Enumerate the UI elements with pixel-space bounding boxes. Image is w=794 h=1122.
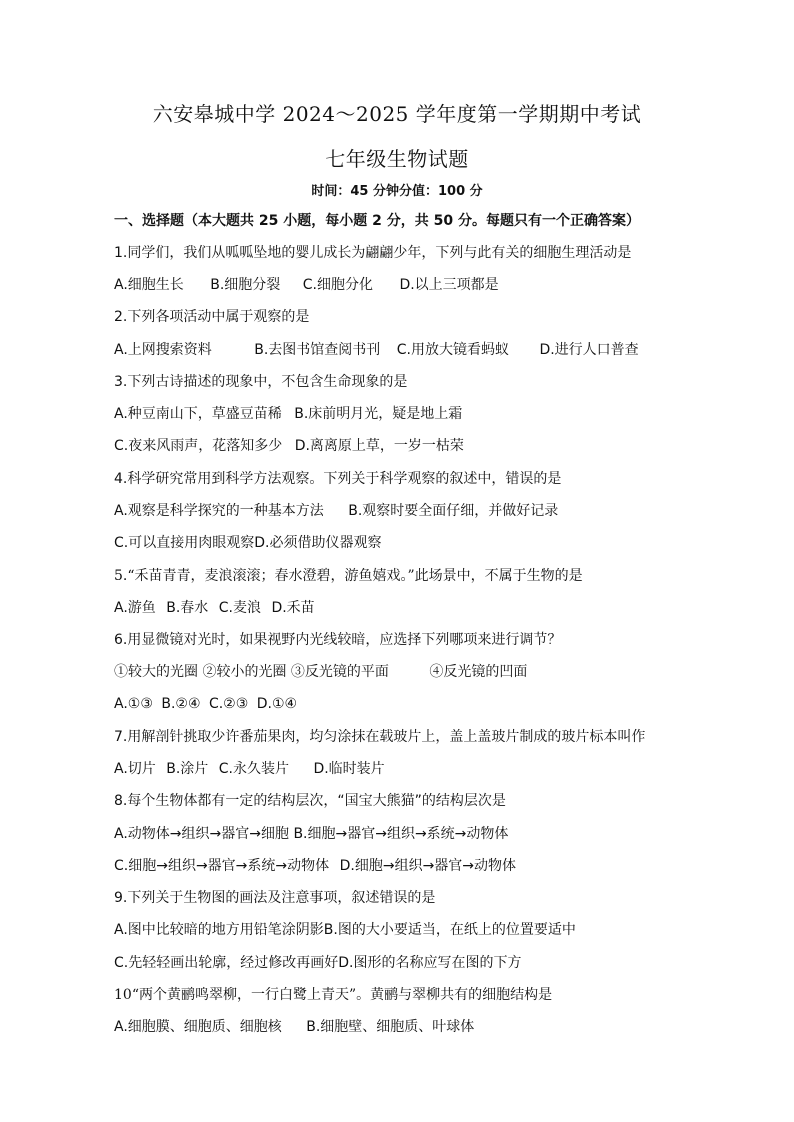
q2-option-a: A.上网搜索资料 bbox=[114, 342, 212, 358]
q9-option-c: C.先轻轻画出轮廓，经过修改再画好 bbox=[114, 955, 339, 971]
q3-option-a: A.种豆南山下，草盛豆苗稀 bbox=[114, 406, 282, 422]
q7-option-a: A.切片 bbox=[114, 761, 156, 777]
q10-option-a: A.细胞膜、细胞质、细胞核 bbox=[114, 1019, 282, 1035]
q6-option-d: D.①④ bbox=[256, 696, 298, 712]
question-1-options bbox=[114, 275, 499, 295]
question-3-stem: 3.下列古诗描述的现象中，不包含生命现象的是 bbox=[114, 374, 408, 390]
question-2-stem: 2.下列各项活动中属于观察的是 bbox=[114, 309, 310, 325]
question-7-options bbox=[114, 759, 385, 779]
q8-option-a: A.动物体→组织→器官→细胞 bbox=[114, 826, 289, 842]
question-4-options-cd bbox=[114, 533, 381, 553]
question-8-stem: 8.每个生物体都有一定的结构层次，“国宝大熊猫”的结构层次是 bbox=[114, 793, 506, 809]
q1-option-d: D.以上三项都是 bbox=[399, 277, 499, 293]
q2-option-d: D.进行人口普查 bbox=[539, 342, 639, 358]
question-8-options-ab bbox=[114, 824, 508, 844]
q3-option-c: C.夜来风雨声，花落知多少 bbox=[114, 438, 283, 454]
question-6-stem: 6.用显微镜对光时，如果视野内光线较暗，应选择下列哪项来进行调节？ bbox=[114, 632, 562, 648]
question-8-options-cd bbox=[114, 856, 516, 876]
question-9-options-ab bbox=[114, 920, 576, 940]
q7-option-c: C.永久装片 bbox=[218, 761, 289, 777]
q6-item-4: ④反光镜的凹面 bbox=[429, 664, 528, 680]
question-9-options-cd bbox=[114, 953, 521, 973]
section-heading: 一、选择题（本大题共 25 小题，每小题 2 分，共 50 分。每题只有一个正确答案） bbox=[114, 213, 640, 229]
question-10-options bbox=[114, 1017, 474, 1037]
q5-option-d: D.禾苗 bbox=[271, 600, 315, 616]
q5-option-a: A.游鱼 bbox=[114, 600, 156, 616]
q2-option-c: C.用放大镜看蚂蚁 bbox=[396, 342, 509, 358]
exam-title: 六安皋城中学 2024～2025 学年度第一学期期中考试 bbox=[152, 102, 642, 126]
question-2-options bbox=[114, 340, 639, 360]
q7-option-d: D.临时装片 bbox=[313, 761, 385, 777]
question-6-options bbox=[114, 694, 297, 714]
question-4-options-ab bbox=[114, 501, 558, 521]
question-4-stem: 4.科学研究常用到科学方法观察。下列关于科学观察的叙述中，错误的是 bbox=[114, 471, 562, 487]
question-5-stem: 5.“禾苗青青，麦浪滚滚；春水澄碧，游鱼嬉戏。”此场景中，不属于生物的是 bbox=[114, 568, 583, 584]
q9-option-d: D.图形的名称应写在图的下方 bbox=[338, 955, 522, 971]
q3-option-b: B.床前明月光，疑是地上霜 bbox=[294, 406, 463, 422]
q5-option-c: C.麦浪 bbox=[218, 600, 261, 616]
q10-option-b: B.细胞壁、细胞质、叶球体 bbox=[306, 1019, 475, 1035]
q1-option-c: C.细胞分化 bbox=[302, 277, 373, 293]
q5-option-b: B.春水 bbox=[166, 600, 209, 616]
question-1-stem: 1.同学们，我们从呱呱坠地的婴儿成长为翩翩少年，下列与此有关的细胞生理活动是 bbox=[114, 245, 632, 261]
exam-time-score: 时间：45 分钟分值：100 分 bbox=[311, 184, 483, 199]
question-3-options-ab bbox=[114, 404, 462, 424]
q6-option-a: A.①③ bbox=[114, 696, 153, 712]
q4-option-a: A.观察是科学探究的一种基本方法 bbox=[114, 503, 324, 519]
question-10-stem: 10“两个黄鹂鸣翠柳，一行白鹭上青天”。黄鹂与翠柳共有的细胞结构是 bbox=[114, 987, 553, 1003]
q1-option-a: A.细胞生长 bbox=[114, 277, 184, 293]
q4-option-c: C.可以直接用肉眼观察 bbox=[114, 535, 255, 551]
question-3-options-cd bbox=[114, 436, 464, 456]
q6-item-1: ①较大的光圈 bbox=[114, 664, 198, 680]
q9-option-b: B.图的大小要适当，在纸上的位置要适中 bbox=[323, 922, 576, 938]
q8-option-b: B.细胞→器官→组织→系统→动物体 bbox=[293, 826, 509, 842]
q9-option-a: A.图中比较暗的地方用铅笔涂阴影 bbox=[114, 922, 324, 938]
q6-option-c: C.②③ bbox=[208, 696, 249, 712]
q1-option-b: B.细胞分裂 bbox=[210, 277, 281, 293]
question-7-stem: 7.用解剖针挑取少许番茄果肉，均匀涂抹在载玻片上，盖上盖玻片制成的玻片标本叫作 bbox=[114, 729, 646, 745]
question-5-options bbox=[114, 598, 315, 618]
q2-option-b: B.去图书馆查阅书刊 bbox=[254, 342, 381, 358]
q4-option-d: D.必须借助仪器观察 bbox=[254, 535, 382, 551]
q4-option-b: B.观察时要全面仔细，并做好记录 bbox=[348, 503, 559, 519]
q3-option-d: D.离离原上草，一岁一枯荣 bbox=[294, 438, 464, 454]
question-9-stem: 9.下列关于生物图的画法及注意事项，叙述错误的是 bbox=[114, 890, 436, 906]
question-6-items bbox=[114, 662, 527, 682]
q7-option-b: B.涂片 bbox=[166, 761, 209, 777]
q6-item-3: ③反光镜的平面 bbox=[290, 664, 389, 680]
q8-option-c: C.细胞→组织→器官→系统→动物体 bbox=[114, 858, 330, 874]
exam-subtitle: 七年级生物试题 bbox=[325, 147, 469, 171]
q8-option-d: D.细胞→组织→器官→动物体 bbox=[339, 858, 517, 874]
q6-item-2: ②较小的光圈 bbox=[202, 664, 287, 680]
q6-option-b: B.②④ bbox=[161, 696, 201, 712]
